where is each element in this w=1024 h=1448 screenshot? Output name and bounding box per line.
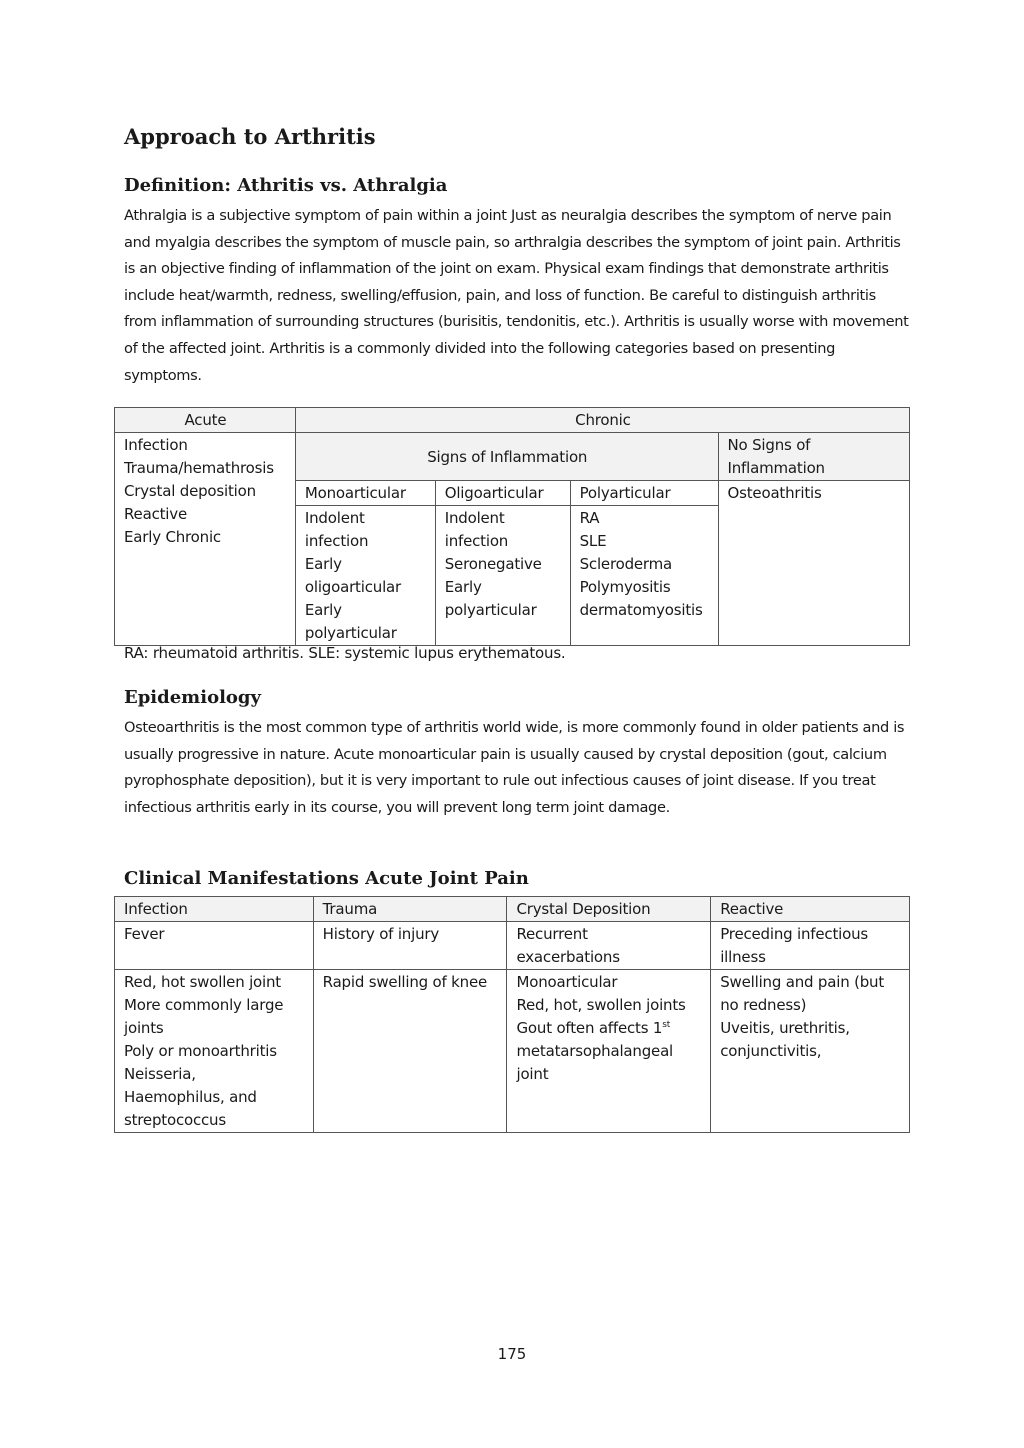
reactive-cell: Swelling and pain (but no redness) Uveitis, urethritis, conjunctivitis,	[711, 970, 910, 1133]
page-title: Approach to Arthritis	[124, 124, 376, 149]
clinical-heading: Clinical Manifestations Acute Joint Pain	[124, 868, 529, 889]
acute-header: Acute	[115, 408, 296, 433]
polyarticular-cell: RA SLE Scleroderma Polymyositis dermatomyositis	[570, 506, 718, 646]
clinical-manifestations-table	[114, 896, 910, 1133]
acute-item: Early Chronic	[124, 528, 221, 546]
epidemiology-paragraph: Osteoarthritis is the most common type of arthritis world wide, is more commonly found in older patients and is usually progressive in nature. Acute monoarticular pain is usually caused by crystal deposition (gout, calcium pyrophosphate deposition), but it is very important to rule out infectious causes of joint disease. If you treat infectious arthritis early in its course, you will prevent long term joint damage.	[124, 719, 905, 816]
signs-of-inflammation-header: Signs of Inflammation	[295, 433, 718, 481]
definition-heading: Definition: Athritis vs. Athralgia	[124, 175, 448, 196]
infection-cell: Red, hot swollen joint More commonly large joints Poly or monoarthritis Neisseria, Haemophilus, and streptococcus	[115, 970, 314, 1133]
col-header-trauma: Trauma	[313, 897, 507, 922]
page-number: 175	[497, 1345, 527, 1363]
trauma-cell: History of injury	[313, 922, 507, 970]
acute-item: Reactive	[124, 505, 187, 523]
trauma-cell: Rapid swelling of knee	[313, 970, 507, 1133]
table-row	[115, 922, 910, 970]
arthritis-categories-table	[114, 407, 910, 646]
oligoarticular-header: Oligoarticular	[435, 481, 570, 506]
table-caption: RA: rheumatoid arthritis. SLE: systemic lupus erythematous.	[124, 644, 566, 662]
acute-item: Infection	[124, 436, 188, 454]
polyarticular-header: Polyarticular	[570, 481, 718, 506]
no-signs-header: No Signs of Inflammation	[718, 433, 909, 481]
acute-item: Crystal deposition	[124, 482, 256, 500]
col-header-crystal: Crystal Deposition	[507, 897, 711, 922]
monoarticular-cell: Indolent infection Early oligoarticular Early polyarticular	[295, 506, 435, 646]
acute-items-cell	[115, 433, 296, 646]
monoarticular-header: Monoarticular	[295, 481, 435, 506]
crystal-cell: Recurrent exacerbations	[507, 922, 711, 970]
chronic-header: Chronic	[295, 408, 909, 433]
epidemiology-heading: Epidemiology	[124, 687, 261, 708]
osteoarthritis-cell: Osteoathritis	[718, 481, 909, 646]
crystal-cell: Monoarticular Red, hot, swollen joints Gout often affects 1st metatarsophalangeal joint	[507, 970, 711, 1133]
infection-cell: Fever	[115, 922, 314, 970]
col-header-reactive: Reactive	[711, 897, 910, 922]
reactive-cell: Preceding infectious illness	[711, 922, 910, 970]
acute-item: Trauma/hemathrosis	[124, 459, 274, 477]
col-header-infection: Infection	[115, 897, 314, 922]
definition-paragraph: Athralgia is a subjective symptom of pain within a joint Just as neuralgia describes the symptom of nerve pain and myalgia describes the symptom of muscle pain, so arthralgia describes the symptom of joint pain. Arthritis is an objective finding of inflammation of the joint on exam. Physical exam findings that demonstrate arthritis include heat/warmth, redness, swelling/effusion, pain, and loss of function. Be careful to distinguish arthritis from inflammation of surrounding structures (burisitis, tendonitis, etc.). Arthritis is usually worse with movement of the affected joint. Arthritis is a commonly divided into the following categories based on presenting symptoms.	[124, 207, 909, 384]
oligoarticular-cell: Indolent infection Seronegative Early polyarticular	[435, 506, 570, 646]
table-row	[115, 970, 910, 1133]
